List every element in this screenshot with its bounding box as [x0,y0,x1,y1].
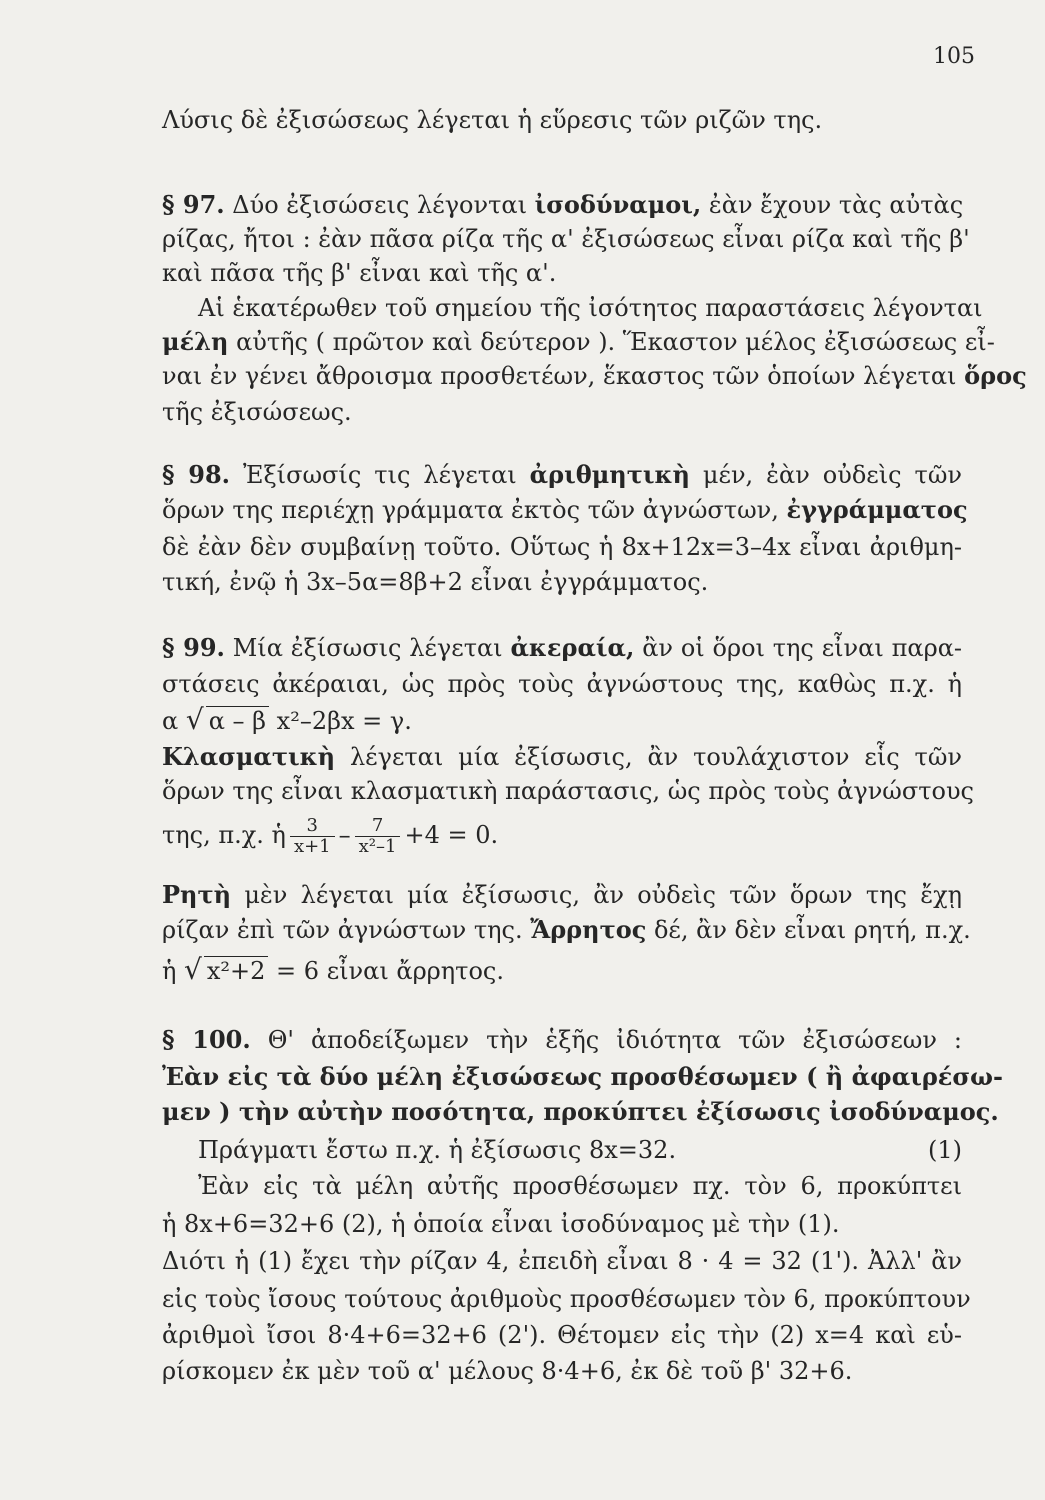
term-meli: μέλη [162,327,229,356]
text-line: εἰς τοὺς ἴσους τούτους ἀριθμοὺς προσθέσωμεν τὸν 6, προκύπτουν [162,1285,971,1313]
section-99-heading: § 99. Μία ἐξίσωσις λέγεται ἀκεραία, ἂν οἱ ὅροι της εἶναι παρα- [162,633,963,662]
term-oros: ὅρος [964,361,1027,390]
text-line: ρίσκομεν ἐκ μὲν τοῦ α' μέλους 8·4+6, ἐκ δὲ τοῦ β' 32+6. [162,1357,853,1385]
section-number: § 100. [162,1025,251,1054]
text-line: τῆς ἐξισώσεως. [162,398,352,426]
term-isodynamoi: ἰσοδύναμοι, [534,190,702,219]
text-line: ὅρων της περιέχῃ γράμματα ἐκτὸς τῶν ἀγνώστων, ἐγγράμματος [162,495,968,524]
text-line: Κλασματικὴ λέγεται μία ἐξίσωσις, ἂν τουλάχιστον εἷς τῶν [162,742,962,771]
text-line: Αἱ ἑκατέρωθεν τοῦ σημείου τῆς ἰσότητος παραστάσεις λέγονται [198,294,983,322]
theorem-line: Ἐὰν εἰς τὰ δύο μέλη ἐξισώσεως προσθέσωμεν ( ἢ ἀφαιρέσω- [162,1062,1003,1091]
theorem-line: μεν ) τὴν αὐτὴν ποσότητα, προκύπτει ἐξίσωσις ἰσοδύναμος. [162,1097,999,1126]
text-line: καὶ πᾶσα τῆς β' εἶναι καὶ τῆς α'. [162,259,557,287]
radical-argument: α – β [206,706,269,735]
text-line: μέλη αὐτῆς ( πρῶτον καὶ δεύτερον ). Ἕκαστον μέλος ἐξισώσεως εἶ- [162,327,995,356]
term-akeraia: ἀκεραία, [510,633,635,662]
term-engrammatos: ἐγγράμματος [786,495,968,524]
text-line: Ρητὴ μὲν λέγεται μία ἐξίσωσις, ἂν οὐδεὶς τῶν ὅρων της ἔχῃ [162,880,962,909]
formula-line: α √ α – β x²–2βx = γ. [162,703,412,736]
text-line: ρίζας, ἤτοι : ἐὰν πᾶσα ρίζα τῆς α' ἐξισώσεως εἶναι ρίζα καὶ τῆς β' [162,225,970,253]
text-line: ἀριθμοὶ ἴσοι 8·4+6=32+6 (2'). Θέτομεν εἰς τὴν (2) x=4 καὶ εὑ- [162,1321,962,1349]
text-line: ὅρων της εἶναι κλασματικὴ παράστασις, ὡς πρὸς τοὺς ἀγνώστους [162,777,974,805]
section-number: § 97. [162,190,225,219]
text-line: Ἐὰν εἰς τὰ μέλη αὐτῆς προσθέσωμεν πχ. τὸν 6, προκύπτει [198,1172,962,1200]
section-number: § 98. [162,460,231,489]
radical-argument: x²+2 [204,956,269,985]
text-line: ναι ἐν γένει ἄθροισμα προσθετέων, ἕκαστος τῶν ὁποίων λέγεται ὅρος [162,361,1027,390]
fraction: $\frac{7}{\text{x²–1}}$ [355,816,401,857]
text-line: ἡ 8x+6=32+6 (2), ἡ ὁποία εἶναι ἰσοδύναμος μὲ τὴν (1). [162,1210,840,1238]
text-line: δὲ ἐὰν δὲν συμβαίνῃ τοῦτο. Οὕτως ἡ 8x+12x=3–4x εἶναι ἀριθμη- [162,533,962,561]
term-arithmitiki: ἀριθμητικὴ [529,460,690,489]
page-number: 105 [933,44,975,69]
term-riti: Ρητὴ [162,880,232,909]
text-line: στάσεις ἀκέραιαι, ὡς πρὸς τοὺς ἀγνώστους της, καθὼς π.χ. ἡ [162,670,962,698]
text-line: Πράγματι ἔστω π.χ. ἡ ἐξίσωσις 8x=32. (1) [198,1136,962,1164]
term-klasmatiki: Κλασματικὴ [162,742,336,771]
formula-line: της, π.χ. ἡ $\frac{3}{x+1}$ – $\frac{7}{\text{x²–1}}$ +4 = 0. [162,815,499,857]
section-98-heading: § 98. Ἐξίσωσίς τις λέγεται ἀριθμητικὴ μέν, ἐὰν οὐδεὶς τῶν [162,460,962,489]
text-line: ρίζαν ἐπὶ τῶν ἀγνώστων της. Ἄρρητος δέ, ἂν δὲν εἶναι ρητή, π.χ. [162,915,971,944]
term-arritos: Ἄρρητος [530,915,647,944]
radical-sign: √ [185,703,204,736]
section-100-heading: § 100. Θ' ἀποδείξωμεν τὴν ἑξῆς ἰδιότητα τῶν ἐξισώσεων : [162,1025,963,1054]
text-line: τική, ἐνῷ ἡ 3x–5α=8β+2 εἶναι ἐγγράμματος. [162,568,709,596]
formula-line: ἡ √ x²+2 = 6 εἶναι ἄρρητος. [162,953,504,986]
section-97-heading: § 97. Δύο ἐξισώσεις λέγονται ἰσοδύναμοι, ἐὰν ἔχουν τὰς αὐτὰς [162,190,964,219]
radical-sign: √ [184,953,202,986]
text-line: Διότι ἡ (1) ἔχει τὴν ρίζαν 4, ἐπειδὴ εἶναι 8 · 4 = 32 (1'). Ἀλλ' ἂν [162,1247,962,1275]
equation-number: (1) [928,1136,962,1164]
fraction: $\frac{3}{x+1}$ [290,816,335,857]
text-line: Λύσις δὲ ἐξισώσεως λέγεται ἡ εὕρεσις τῶν ριζῶν της. [162,106,823,134]
section-number: § 99. [162,633,225,662]
